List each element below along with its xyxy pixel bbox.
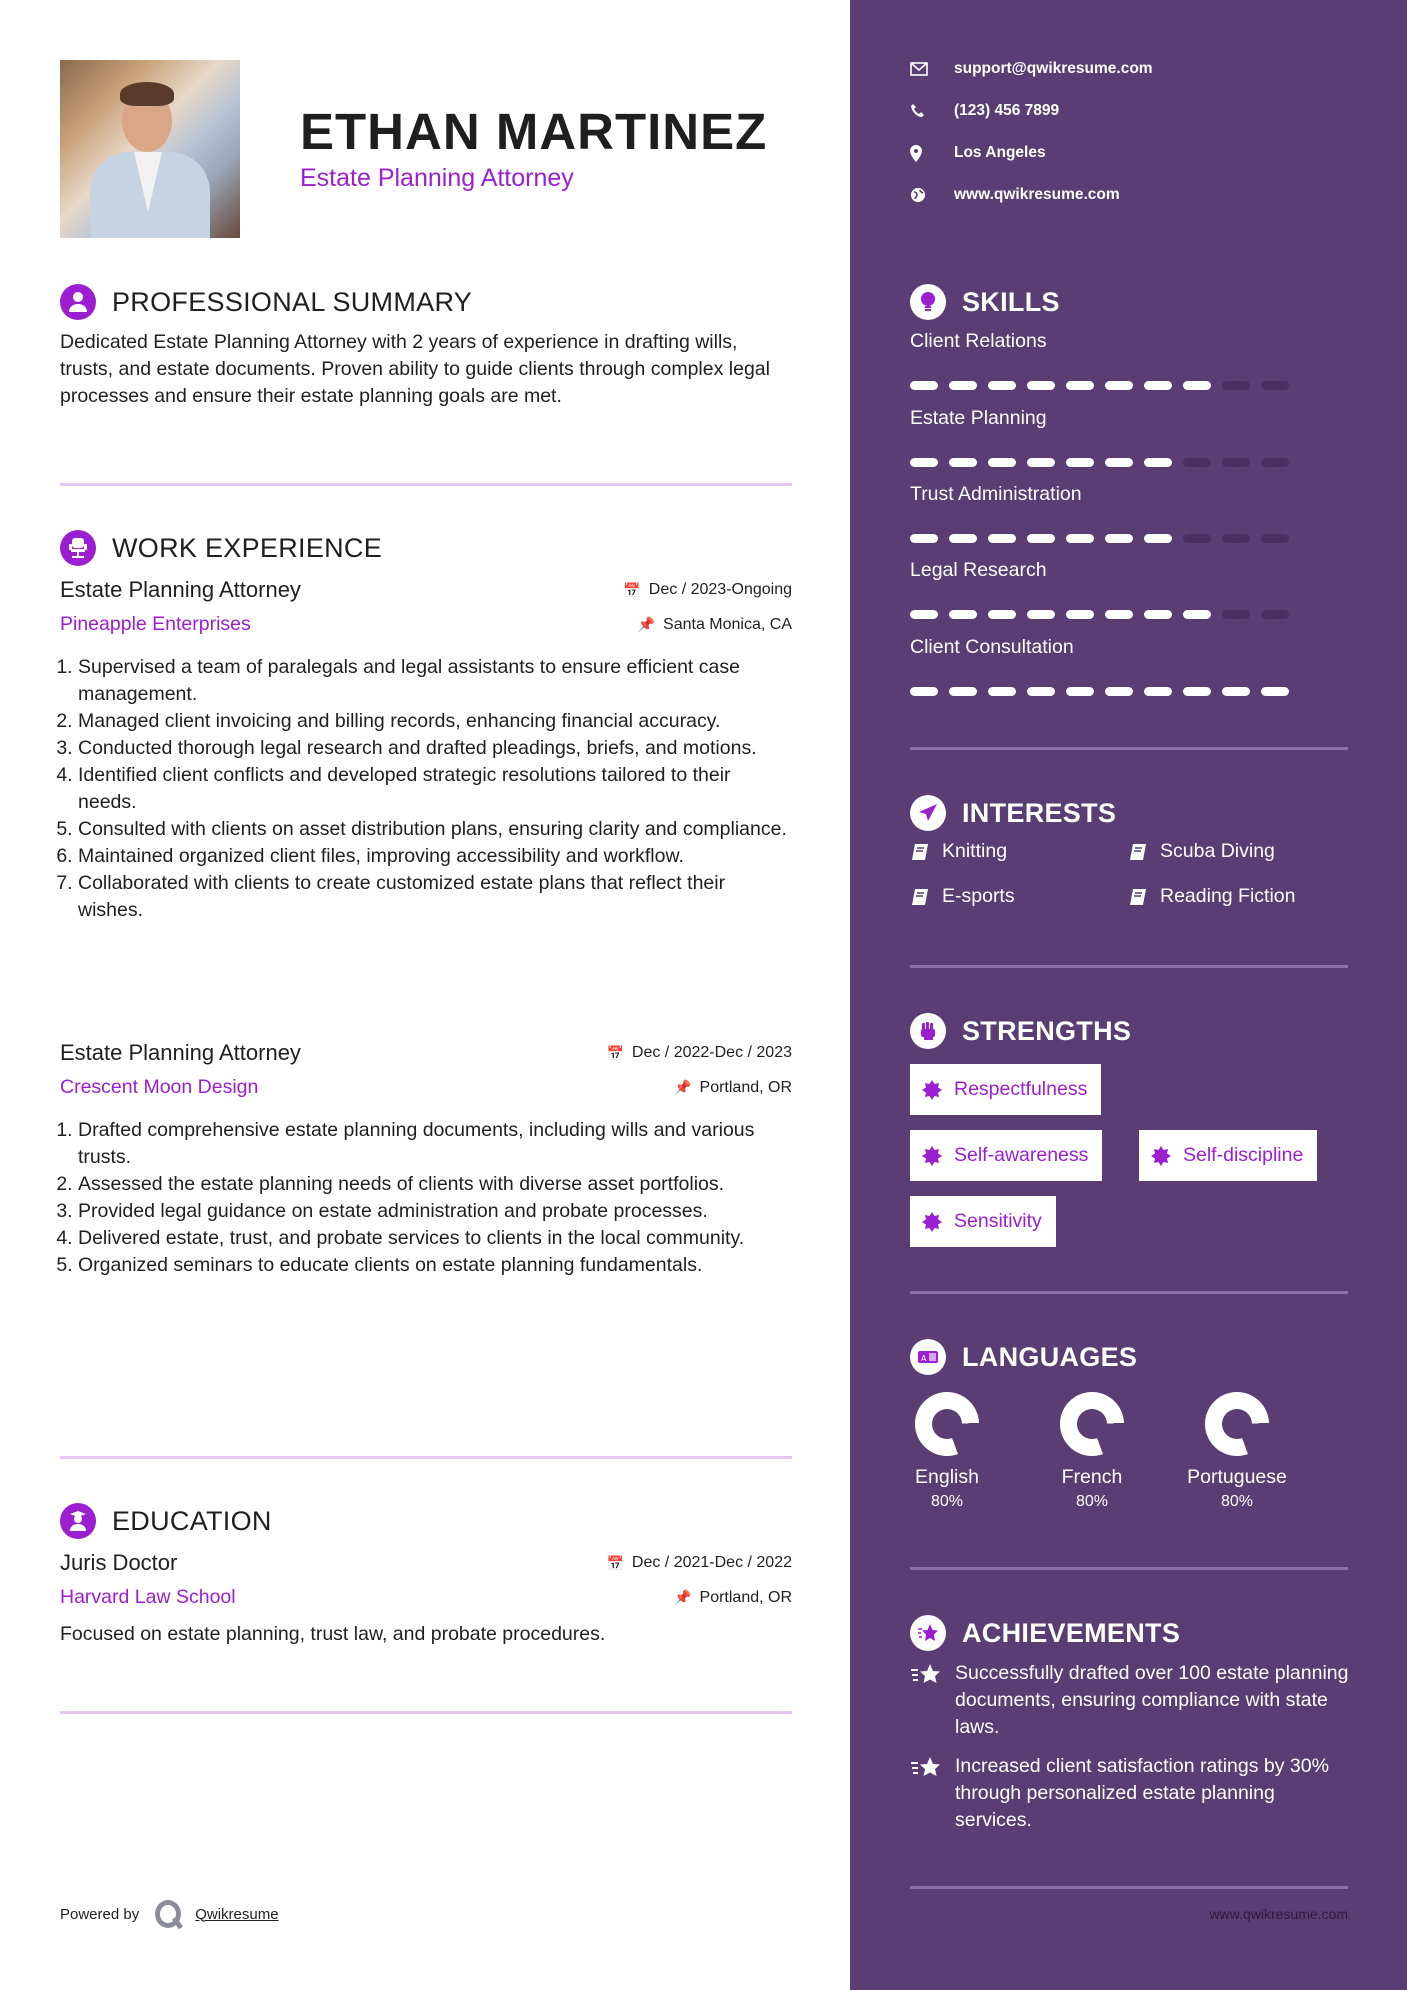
skill-dot [1222,534,1250,543]
job-title: Estate Planning Attorney [60,577,301,602]
education-location: 📌 Portland, OR [674,1588,792,1606]
skill-dot [1066,534,1094,543]
skill-dot [1027,610,1055,619]
skill-dot [988,687,1016,696]
skill-dot [988,458,1016,467]
skill-dot [949,610,977,619]
summary-heading: PROFESSIONAL SUMMARY [60,284,472,320]
skill-dot [1105,458,1133,467]
divider [910,1291,1348,1294]
skill-dot [1261,458,1289,467]
candidate-name: ETHAN MARTINEZ [300,103,768,160]
phone-icon [910,103,936,119]
language-item: Portuguese 80% [1182,1392,1292,1511]
divider [910,965,1348,968]
skill-dot [949,534,977,543]
job-bullets: 1. Drafted comprehensive estate planning documents, including wills and various trusts. 2. Assessed the estate planning needs of clients with diverse asset portfolios. 3. Provided legal guidance on estate administration and probate processes. 4. Delivered estate, trust, and probate services to clients in the local community. 5. Organized seminars to educate clients on estate planning fundamentals. [60,1117,792,1279]
pushpin-icon: 📌 [674,1079,692,1095]
book-icon [1128,887,1148,907]
strength-tag: Respectfulness [910,1064,1101,1115]
graduate-icon [60,1503,96,1539]
skill-dot [988,610,1016,619]
badge-icon [1151,1146,1171,1166]
skill-dot [1183,381,1211,390]
degree: Juris Doctor [60,1550,178,1575]
skill-dot [1066,458,1094,467]
star-icon [910,1615,946,1651]
skill-dot [1105,687,1133,696]
divider [910,1567,1348,1570]
job-entry [60,577,792,924]
badge-icon [922,1080,942,1100]
skill-item: Client Consultation [910,636,1310,696]
job-company: Crescent Moon Design [60,1076,259,1098]
skill-rating [910,687,1310,696]
globe-icon [910,187,936,203]
skill-dot [1222,381,1250,390]
experience-heading: WORK EXPERIENCE [60,530,382,566]
education-description: Focused on estate planning, trust law, and probate procedures. [60,1623,606,1645]
skill-dot [1183,458,1211,467]
skill-dot [1144,610,1172,619]
contact-location: Los Angeles [910,144,1046,162]
qwikresume-logo-icon [155,1900,181,1928]
skill-dot [949,687,977,696]
language-item: French 80% [1037,1392,1147,1511]
summary-text: Dedicated Estate Planning Attorney with 2 years of experience in drafting wills, trusts, and estate documents. Proven ability to guide clients through complex legal processes and ensure their estate planning goals are met. [60,331,770,407]
badge-icon [922,1212,942,1232]
skill-dot [1261,610,1289,619]
map-pin-icon [910,145,936,162]
job-dates: 📅 Dec / 2023-Ongoing [623,581,792,598]
skill-dot [1261,534,1289,543]
office-chair-icon [60,530,96,566]
envelope-icon [910,62,936,76]
skill-item: Legal Research [910,559,1310,619]
shooting-star-icon [910,1753,955,1834]
divider [910,747,1348,750]
calendar-icon: 📅 [606,1044,624,1061]
strength-tag: Sensitivity [910,1196,1056,1247]
skill-dot [1027,687,1055,696]
skill-dot [910,610,938,619]
skill-dot [1066,610,1094,619]
lightbulb-icon [910,284,946,320]
language-item: English 80% [892,1392,1002,1511]
skill-dot [1027,458,1055,467]
divider [60,483,792,486]
skill-dot [1144,534,1172,543]
skill-dot [1144,687,1172,696]
skill-dot [1261,381,1289,390]
language-donut-chart [1204,1391,1270,1457]
calendar-icon: 📅 [606,1554,624,1571]
job-company: Pineapple Enterprises [60,613,251,635]
paper-plane-icon [910,795,946,831]
skill-dot [1066,687,1094,696]
footer-site-link[interactable]: www.qwikresume.com [1209,1906,1348,1922]
job-bullets: 1. Supervised a team of paralegals and legal assistants to ensure efficient case management. 2. Managed client invoicing and billing records, enhancing financial accuracy. 3. Conducted thorough legal research and drafted pleadings, briefs, and motions. 4. Identified client conflicts and developed strategic resolutions tailored to their needs. 5. Consulted with clients on asset distribution plans, ensuring clarity and compliance. 6. Maintained organized client files, improving accessibility and workflow. 7. Collaborated with clients to create customized estate plans that reflect their wishes. [60,654,792,924]
skill-rating [910,610,1310,619]
skill-item: Client Relations [910,330,1310,390]
education-dates: 📅 Dec / 2021-Dec / 2022 [606,1554,792,1571]
education-entry [60,1550,792,1646]
divider [910,1886,1348,1889]
job-entry [60,1040,792,1279]
skill-dot [1183,610,1211,619]
skill-dot [949,458,977,467]
translate-icon [910,1339,946,1375]
language-donut-chart [1059,1391,1125,1457]
candidate-title: Estate Planning Attorney [300,164,574,192]
strength-tag: Self-awareness [910,1130,1102,1181]
interest-item: E-sports [910,885,1015,908]
skill-item: Trust Administration [910,483,1310,543]
user-icon [60,284,96,320]
shooting-star-icon [910,1660,955,1741]
strengths-heading: STRENGTHS [910,1013,1131,1049]
divider [60,1456,792,1459]
skill-dot [949,381,977,390]
skill-dot [988,381,1016,390]
svg-text:A: A [921,1354,927,1363]
contact-phone[interactable]: (123) 456 7899 [910,102,1059,120]
language-donut-chart [914,1391,980,1457]
book-icon [1128,842,1148,862]
interest-item: Knitting [910,840,1007,863]
skill-dot [1105,381,1133,390]
book-icon [910,842,930,862]
contact-website[interactable]: www.qwikresume.com [910,186,1120,204]
skill-dot [1027,381,1055,390]
strength-tag: Self-discipline [1139,1130,1317,1181]
interest-item: Scuba Diving [1128,840,1275,863]
footer: Powered by Qwikresume [60,1900,279,1928]
achievement-item: Successfully drafted over 100 estate planning documents, ensuring compliance with state laws. [910,1660,1350,1741]
achievement-item: Increased client satisfaction ratings by 30% through personalized estate planning services. [910,1753,1350,1834]
skill-dot [1261,687,1289,696]
skill-dot [1222,458,1250,467]
skill-dot [910,687,938,696]
job-location: 📌 Portland, OR [674,1078,792,1096]
skill-rating [910,458,1310,467]
skill-dot [1144,381,1172,390]
pushpin-icon: 📌 [637,616,656,632]
skills-heading: SKILLS [910,284,1060,320]
job-location: 📌 Santa Monica, CA [637,615,792,633]
skill-rating [910,381,1310,390]
skill-dot [910,458,938,467]
skill-dot [1105,534,1133,543]
calendar-icon: 📅 [623,581,641,598]
interests-heading: INTERESTS [910,795,1116,831]
job-title: Estate Planning Attorney [60,1040,301,1065]
education-heading: EDUCATION [60,1503,272,1539]
achievements-heading: ACHIEVEMENTS [910,1615,1180,1651]
skill-dot [910,534,938,543]
profile-photo [60,60,240,238]
skill-dot [1183,534,1211,543]
skill-dot [1183,687,1211,696]
skill-dot [1027,534,1055,543]
skill-dot [910,381,938,390]
skill-dot [1144,458,1172,467]
skill-dot [1222,687,1250,696]
contact-email[interactable]: support@qwikresume.com [910,60,1153,78]
interest-item: Reading Fiction [1128,885,1296,908]
pushpin-icon: 📌 [674,1589,692,1605]
skill-dot [1105,610,1133,619]
skill-dot [988,534,1016,543]
skill-dot [1222,610,1250,619]
skill-dot [1066,381,1094,390]
qwikresume-link[interactable]: Qwikresume [195,1905,279,1923]
school: Harvard Law School [60,1586,236,1608]
skill-rating [910,534,1310,543]
languages-heading: A LANGUAGES [910,1339,1137,1375]
divider [60,1711,792,1714]
badge-icon [922,1146,942,1166]
job-dates: 📅 Dec / 2022-Dec / 2023 [606,1044,792,1061]
book-icon [910,887,930,907]
skill-item: Estate Planning [910,407,1310,467]
fist-icon [910,1013,946,1049]
